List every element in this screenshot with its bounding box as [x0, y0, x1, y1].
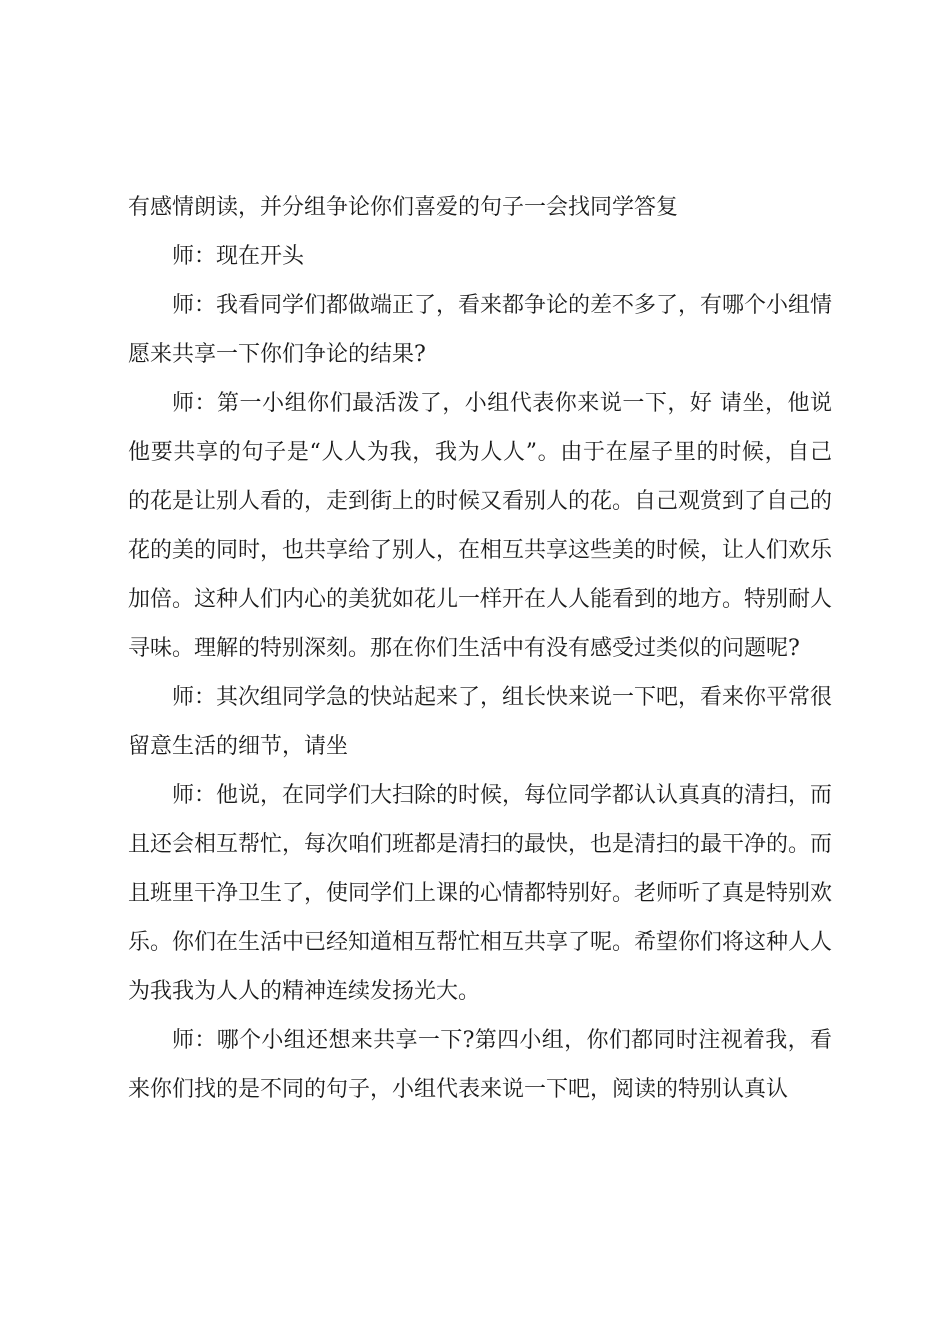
paragraph-4: 师：第一小组你们最活泼了，小组代表你来说一下，好 请坐，他说他要共享的句子是“人人为我，我为人人”。由于在屋子里的时候，自己的花是让别人看的，走到街上的时候又看别人的花。自己观赏到了自己的花的美的同时，也共享给了别人，在相互共享这些美的时候，让人们欢乐加倍。这种人们内心的美犹如花儿一样开在人人能看到的地方。特别耐人寻味。理解的特别深刻。那在你们生活中有没有感受过类似的问题呢? — [128, 391, 833, 661]
paragraph-7: 师：哪个小组还想来共享一下?第四小组，你们都同时注视着我，看来你们找的是不同的句子，小组代表来说一下吧，阅读的特别认真认 — [128, 1028, 832, 1102]
paragraph-3: 师：我看同学们都做端正了，看来都争论的差不多了，有哪个小组情愿来共享一下你们争论的结果? — [128, 293, 833, 367]
document-body — [128, 183, 832, 1114]
paragraph-2: 师：现在开头 — [172, 244, 305, 269]
paragraph-6: 师：他说，在同学们大扫除的时候，每位同学都认认真真的清扫，而且还会相互帮忙，每次咱们班都是清扫的最快，也是清扫的最干净的。而且班里干净卫生了，使同学们上课的心情都特别好。老师听了真是特别欢乐。你们在生活中已经知道相互帮忙相互共享了呢。希望你们将这种人人为我我为人人的精神连续发扬光大。 — [128, 783, 833, 1004]
paragraph-5: 师：其次组同学急的快站起来了，组长快来说一下吧，看来你平常很留意生活的细节，请坐 — [128, 685, 833, 759]
paragraph-1: 有感情朗读，并分组争论你们喜爱的句子一会找同学答复 — [128, 195, 679, 220]
